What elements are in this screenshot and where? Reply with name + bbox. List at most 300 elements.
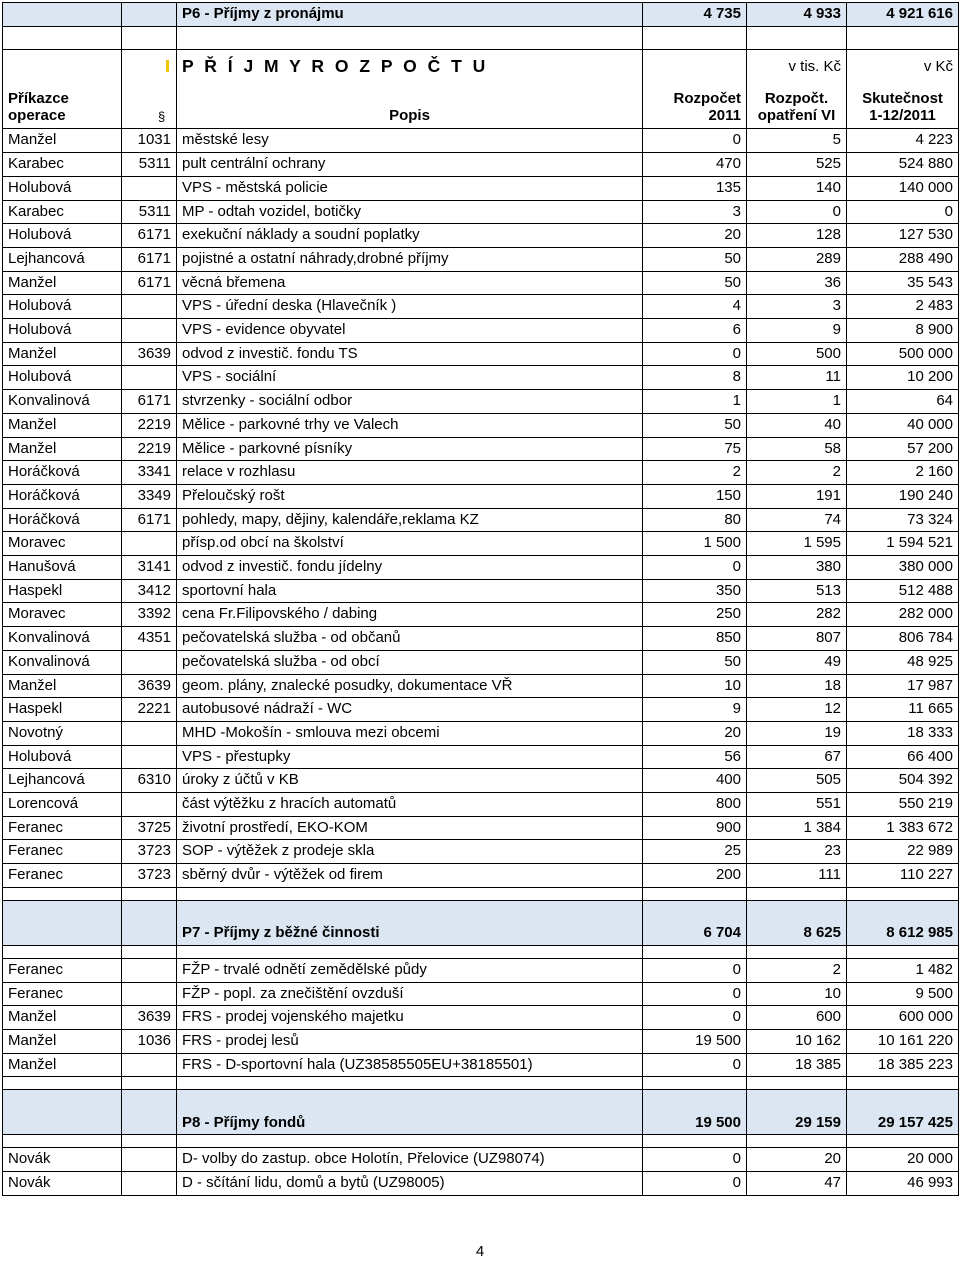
- row-popis: SOP - výtěžek z prodeje skla: [177, 840, 643, 864]
- table-row: [3, 437, 959, 461]
- budget-table: [2, 2, 959, 1196]
- row-rozpocet: 80: [643, 508, 747, 532]
- row-paragraf: 3392: [122, 603, 177, 627]
- row-popis: D - sčítání lidu, domů a bytů (UZ98005): [177, 1172, 643, 1196]
- row-rozpocet: 400: [643, 769, 747, 793]
- row-popis: městské lesy: [177, 129, 643, 153]
- table-row: [3, 200, 959, 224]
- row-opatreni: 600: [747, 1006, 847, 1030]
- row-skutecnost: 1 383 672: [847, 816, 959, 840]
- row-prikazce: Manžel: [3, 342, 122, 366]
- row-opatreni: 23: [747, 840, 847, 864]
- row-rozpocet: 0: [643, 1053, 747, 1077]
- yellow-marker: [166, 60, 169, 72]
- row-paragraf: 4351: [122, 627, 177, 651]
- row-skutecnost: 10 200: [847, 366, 959, 390]
- spacer-row: [3, 26, 959, 50]
- table-row: [3, 224, 959, 248]
- row-popis: věcná břemena: [177, 271, 643, 295]
- row-rozpocet: 3: [643, 200, 747, 224]
- row-paragraf: 2219: [122, 437, 177, 461]
- row-rozpocet: 0: [643, 129, 747, 153]
- row-rozpocet: 850: [643, 627, 747, 651]
- row-paragraf: 3412: [122, 579, 177, 603]
- header-rozpocet-2: 2011: [708, 107, 741, 125]
- table-row: [3, 603, 959, 627]
- row-opatreni: 0: [747, 200, 847, 224]
- row-rozpocet: 0: [643, 1172, 747, 1196]
- row-rozpocet: 56: [643, 745, 747, 769]
- row-paragraf: [122, 958, 177, 982]
- row-prikazce: Holubová: [3, 224, 122, 248]
- row-skutecnost: 11 665: [847, 698, 959, 722]
- row-prikazce: Feranec: [3, 958, 122, 982]
- row-paragraf: 5311: [122, 200, 177, 224]
- section-skutecnost: 29 157 425: [847, 1090, 959, 1135]
- page-number: 4: [475, 1243, 485, 1260]
- row-popis: exekuční náklady a soudní poplatky: [177, 224, 643, 248]
- budget-table-body: [3, 3, 959, 1196]
- section-skutecnost: 4 921 616: [847, 3, 959, 27]
- row-popis: životní prostředí, EKO-KOM: [177, 816, 643, 840]
- row-skutecnost: 127 530: [847, 224, 959, 248]
- row-rozpocet: 150: [643, 484, 747, 508]
- row-prikazce: Manžel: [3, 1006, 122, 1030]
- row-rozpocet: 50: [643, 650, 747, 674]
- row-skutecnost: 504 392: [847, 769, 959, 793]
- row-popis: pohledy, mapy, dějiny, kalendáře,reklama KZ: [177, 508, 643, 532]
- section-label: P8 - Příjmy fondů: [177, 1090, 643, 1135]
- row-paragraf: 2219: [122, 413, 177, 437]
- row-opatreni: 380: [747, 556, 847, 580]
- row-popis: MP - odtah vozidel, botičky: [177, 200, 643, 224]
- row-opatreni: 47: [747, 1172, 847, 1196]
- row-popis: VPS - přestupky: [177, 745, 643, 769]
- spacer-row: [3, 945, 959, 958]
- row-prikazce: Lejhancová: [3, 247, 122, 271]
- row-skutecnost: 22 989: [847, 840, 959, 864]
- spacer-row: [3, 1077, 959, 1090]
- table-row: [3, 1030, 959, 1054]
- row-opatreni: 2: [747, 461, 847, 485]
- row-opatreni: 525: [747, 153, 847, 177]
- row-popis: VPS - sociální: [177, 366, 643, 390]
- row-paragraf: [122, 793, 177, 817]
- table-row: [3, 793, 959, 817]
- row-rozpocet: 250: [643, 603, 747, 627]
- row-paragraf: 6171: [122, 271, 177, 295]
- unit-kc: v Kč: [923, 58, 953, 76]
- row-prikazce: Manžel: [3, 413, 122, 437]
- row-paragraf: 3141: [122, 556, 177, 580]
- section-row-p8: [3, 1090, 959, 1135]
- row-skutecnost: 18 333: [847, 721, 959, 745]
- row-rozpocet: 10: [643, 674, 747, 698]
- row-prikazce: Manžel: [3, 674, 122, 698]
- row-prikazce: Holubová: [3, 319, 122, 343]
- row-skutecnost: 1 482: [847, 958, 959, 982]
- row-popis: odvod z investič. fondu TS: [177, 342, 643, 366]
- row-skutecnost: 2 483: [847, 295, 959, 319]
- row-rozpocet: 470: [643, 153, 747, 177]
- row-skutecnost: 20 000: [847, 1148, 959, 1172]
- section-rozpocet: 19 500: [643, 1090, 747, 1135]
- marker-glyph: §: [158, 109, 166, 125]
- table-row: [3, 366, 959, 390]
- section-label: P6 - Příjmy z pronájmu: [177, 3, 643, 27]
- row-skutecnost: 73 324: [847, 508, 959, 532]
- section-row-p7: [3, 900, 959, 945]
- row-paragraf: [122, 650, 177, 674]
- row-skutecnost: 190 240: [847, 484, 959, 508]
- row-skutecnost: 64: [847, 390, 959, 414]
- row-opatreni: 74: [747, 508, 847, 532]
- header-skutecnost-2: 1-12/2011: [869, 107, 936, 125]
- table-row: [3, 864, 959, 888]
- row-opatreni: 1 595: [747, 532, 847, 556]
- row-popis: FŽP - trvalé odnětí zemědělské půdy: [177, 958, 643, 982]
- row-opatreni: 3: [747, 295, 847, 319]
- table-row: [3, 556, 959, 580]
- row-skutecnost: 380 000: [847, 556, 959, 580]
- header-popis: Popis: [389, 107, 430, 125]
- row-prikazce: Karabec: [3, 153, 122, 177]
- row-skutecnost: 66 400: [847, 745, 959, 769]
- row-opatreni: 513: [747, 579, 847, 603]
- section-opatreni: 29 159: [747, 1090, 847, 1135]
- row-paragraf: 3639: [122, 674, 177, 698]
- row-skutecnost: 35 543: [847, 271, 959, 295]
- row-rozpocet: 50: [643, 247, 747, 271]
- row-opatreni: 128: [747, 224, 847, 248]
- row-rozpocet: 350: [643, 579, 747, 603]
- table-row: [3, 532, 959, 556]
- header-marker-cell: [122, 50, 177, 129]
- table-row: [3, 319, 959, 343]
- row-rozpocet: 200: [643, 864, 747, 888]
- row-paragraf: 1031: [122, 129, 177, 153]
- row-opatreni: 10 162: [747, 1030, 847, 1054]
- row-paragraf: [122, 1053, 177, 1077]
- row-prikazce: Manžel: [3, 1030, 122, 1054]
- row-rozpocet: 0: [643, 982, 747, 1006]
- row-popis: Přeloučský rošt: [177, 484, 643, 508]
- table-row: [3, 247, 959, 271]
- row-popis: cena Fr.Filipovského / dabing: [177, 603, 643, 627]
- row-paragraf: [122, 295, 177, 319]
- header-rozpocet-1: Rozpočet: [673, 90, 741, 108]
- row-rozpocet: 6: [643, 319, 747, 343]
- table-row: [3, 1006, 959, 1030]
- table-row: [3, 579, 959, 603]
- row-popis: přísp.od obcí na školství: [177, 532, 643, 556]
- row-skutecnost: 1 594 521: [847, 532, 959, 556]
- row-prikazce: Konvalinová: [3, 650, 122, 674]
- row-opatreni: 9: [747, 319, 847, 343]
- row-paragraf: 6171: [122, 390, 177, 414]
- row-opatreni: 10: [747, 982, 847, 1006]
- section-label: P7 - Příjmy z běžné činnosti: [177, 900, 643, 945]
- row-opatreni: 40: [747, 413, 847, 437]
- row-paragraf: 2221: [122, 698, 177, 722]
- row-opatreni: 1: [747, 390, 847, 414]
- row-skutecnost: 17 987: [847, 674, 959, 698]
- table-row: [3, 129, 959, 153]
- table-row: [3, 816, 959, 840]
- row-popis: sběrný dvůr - výtěžek od firem: [177, 864, 643, 888]
- row-paragraf: [122, 319, 177, 343]
- row-prikazce: Novák: [3, 1172, 122, 1196]
- row-opatreni: 551: [747, 793, 847, 817]
- row-prikazce: Horáčková: [3, 461, 122, 485]
- row-popis: VPS - evidence obyvatel: [177, 319, 643, 343]
- page-title: P Ř Í J M Y R O Z P O Č T U: [182, 56, 489, 77]
- row-skutecnost: 10 161 220: [847, 1030, 959, 1054]
- row-prikazce: Haspekl: [3, 698, 122, 722]
- row-paragraf: 3349: [122, 484, 177, 508]
- row-opatreni: 191: [747, 484, 847, 508]
- row-rozpocet: 2: [643, 461, 747, 485]
- row-skutecnost: 8 900: [847, 319, 959, 343]
- section-rozpocet: 4 735: [643, 3, 747, 27]
- section-opatreni: 8 625: [747, 900, 847, 945]
- row-skutecnost: 9 500: [847, 982, 959, 1006]
- table-row: [3, 1148, 959, 1172]
- row-popis: pult centrální ochrany: [177, 153, 643, 177]
- row-skutecnost: 46 993: [847, 1172, 959, 1196]
- row-paragraf: 1036: [122, 1030, 177, 1054]
- row-prikazce: Manžel: [3, 271, 122, 295]
- row-opatreni: 12: [747, 698, 847, 722]
- section-opatreni: 4 933: [747, 3, 847, 27]
- row-prikazce: Horáčková: [3, 484, 122, 508]
- row-prikazce: Horáčková: [3, 508, 122, 532]
- row-popis: sportovní hala: [177, 579, 643, 603]
- row-skutecnost: 0: [847, 200, 959, 224]
- table-row: [3, 840, 959, 864]
- spacer-row: [3, 887, 959, 900]
- row-skutecnost: 288 490: [847, 247, 959, 271]
- table-row: [3, 413, 959, 437]
- row-paragraf: 3725: [122, 816, 177, 840]
- row-prikazce: Konvalinová: [3, 390, 122, 414]
- row-prikazce: Hanušová: [3, 556, 122, 580]
- row-paragraf: 6171: [122, 224, 177, 248]
- row-opatreni: 67: [747, 745, 847, 769]
- header-skutecnost-1: Skutečnost: [862, 90, 943, 108]
- row-skutecnost: 2 160: [847, 461, 959, 485]
- row-popis: D- volby do zastup. obce Holotín, Přelovice (UZ98074): [177, 1148, 643, 1172]
- table-row: [3, 390, 959, 414]
- table-row: [3, 1053, 959, 1077]
- row-opatreni: 500: [747, 342, 847, 366]
- row-paragraf: 3723: [122, 840, 177, 864]
- row-rozpocet: 0: [643, 342, 747, 366]
- row-prikazce: Manžel: [3, 437, 122, 461]
- row-paragraf: [122, 176, 177, 200]
- table-row: [3, 721, 959, 745]
- row-opatreni: 36: [747, 271, 847, 295]
- row-rozpocet: 9: [643, 698, 747, 722]
- row-prikazce: Haspekl: [3, 579, 122, 603]
- row-skutecnost: 600 000: [847, 1006, 959, 1030]
- row-skutecnost: 806 784: [847, 627, 959, 651]
- row-popis: Mělice - parkovné trhy ve Valech: [177, 413, 643, 437]
- header-opatreni-2: opatření VI: [757, 107, 836, 125]
- row-skutecnost: 40 000: [847, 413, 959, 437]
- row-popis: pečovatelská služba - od obcí: [177, 650, 643, 674]
- table-row: [3, 769, 959, 793]
- row-prikazce: Feranec: [3, 864, 122, 888]
- row-rozpocet: 1 500: [643, 532, 747, 556]
- row-rozpocet: 8: [643, 366, 747, 390]
- row-opatreni: 18 385: [747, 1053, 847, 1077]
- row-rozpocet: 20: [643, 224, 747, 248]
- row-rozpocet: 1: [643, 390, 747, 414]
- header-prikazce-2: operace: [8, 107, 66, 125]
- row-rozpocet: 4: [643, 295, 747, 319]
- row-prikazce: Holubová: [3, 176, 122, 200]
- row-rozpocet: 900: [643, 816, 747, 840]
- row-popis: odvod z investič. fondu jídelny: [177, 556, 643, 580]
- row-popis: MHD -Mokošín - smlouva mezi obcemi: [177, 721, 643, 745]
- row-paragraf: [122, 1148, 177, 1172]
- row-opatreni: 5: [747, 129, 847, 153]
- row-paragraf: 6310: [122, 769, 177, 793]
- row-popis: FŽP - popl. za znečištění ovzduší: [177, 982, 643, 1006]
- table-row: [3, 484, 959, 508]
- section-rozpocet: 6 704: [643, 900, 747, 945]
- row-popis: FRS - prodej lesů: [177, 1030, 643, 1054]
- row-paragraf: [122, 366, 177, 390]
- row-opatreni: 807: [747, 627, 847, 651]
- table-row: [3, 745, 959, 769]
- row-paragraf: [122, 532, 177, 556]
- row-rozpocet: 0: [643, 1148, 747, 1172]
- row-popis: FRS - prodej vojenského majetku: [177, 1006, 643, 1030]
- row-rozpocet: 800: [643, 793, 747, 817]
- row-skutecnost: 512 488: [847, 579, 959, 603]
- row-skutecnost: 140 000: [847, 176, 959, 200]
- row-popis: FRS - D-sportovní hala (UZ38585505EU+38185501): [177, 1053, 643, 1077]
- row-prikazce: Konvalinová: [3, 627, 122, 651]
- table-row: [3, 508, 959, 532]
- table-row: [3, 176, 959, 200]
- row-prikazce: Moravec: [3, 532, 122, 556]
- row-opatreni: 20: [747, 1148, 847, 1172]
- row-paragraf: 6171: [122, 247, 177, 271]
- row-prikazce: Manžel: [3, 1053, 122, 1077]
- table-row: [3, 342, 959, 366]
- row-opatreni: 11: [747, 366, 847, 390]
- row-paragraf: [122, 1172, 177, 1196]
- row-opatreni: 140: [747, 176, 847, 200]
- row-rozpocet: 135: [643, 176, 747, 200]
- table-row: [3, 461, 959, 485]
- row-skutecnost: 110 227: [847, 864, 959, 888]
- row-rozpocet: 50: [643, 271, 747, 295]
- row-opatreni: 505: [747, 769, 847, 793]
- row-rozpocet: 0: [643, 958, 747, 982]
- table-row: [3, 153, 959, 177]
- row-paragraf: [122, 745, 177, 769]
- row-paragraf: 3639: [122, 1006, 177, 1030]
- row-skutecnost: 282 000: [847, 603, 959, 627]
- row-popis: VPS - městská policie: [177, 176, 643, 200]
- row-opatreni: 111: [747, 864, 847, 888]
- spacer-row: [3, 1135, 959, 1148]
- row-rozpocet: 20: [643, 721, 747, 745]
- table-row: [3, 1172, 959, 1196]
- row-prikazce: Lejhancová: [3, 769, 122, 793]
- row-opatreni: 289: [747, 247, 847, 271]
- row-rozpocet: 19 500: [643, 1030, 747, 1054]
- row-paragraf: 3639: [122, 342, 177, 366]
- header-row: [3, 50, 959, 129]
- row-popis: pojistné a ostatní náhrady,drobné příjmy: [177, 247, 643, 271]
- row-paragraf: 3341: [122, 461, 177, 485]
- row-skutecnost: 18 385 223: [847, 1053, 959, 1077]
- table-row: [3, 982, 959, 1006]
- row-paragraf: 5311: [122, 153, 177, 177]
- unit-tis: v tis. Kč: [788, 58, 841, 76]
- row-skutecnost: 500 000: [847, 342, 959, 366]
- row-prikazce: Karabec: [3, 200, 122, 224]
- row-prikazce: Novotný: [3, 721, 122, 745]
- row-paragraf: [122, 721, 177, 745]
- row-prikazce: Holubová: [3, 295, 122, 319]
- table-row: [3, 958, 959, 982]
- row-rozpocet: 0: [643, 1006, 747, 1030]
- row-rozpocet: 25: [643, 840, 747, 864]
- section-row-p6: [3, 3, 959, 27]
- header-opatreni-1: Rozpočt.: [764, 90, 829, 108]
- row-prikazce: Feranec: [3, 982, 122, 1006]
- row-opatreni: 19: [747, 721, 847, 745]
- table-row: [3, 295, 959, 319]
- row-prikazce: Manžel: [3, 129, 122, 153]
- row-prikazce: Holubová: [3, 366, 122, 390]
- row-opatreni: 1 384: [747, 816, 847, 840]
- row-popis: geom. plány, znalecké posudky, dokumentace VŘ: [177, 674, 643, 698]
- row-skutecnost: 48 925: [847, 650, 959, 674]
- row-skutecnost: 57 200: [847, 437, 959, 461]
- row-paragraf: 3723: [122, 864, 177, 888]
- row-prikazce: Feranec: [3, 840, 122, 864]
- row-popis: relace v rozhlasu: [177, 461, 643, 485]
- table-row: [3, 698, 959, 722]
- row-skutecnost: 4 223: [847, 129, 959, 153]
- row-skutecnost: 524 880: [847, 153, 959, 177]
- row-opatreni: 49: [747, 650, 847, 674]
- table-row: [3, 674, 959, 698]
- row-opatreni: 282: [747, 603, 847, 627]
- row-popis: Mělice - parkovné písníky: [177, 437, 643, 461]
- row-popis: stvrzenky - sociální odbor: [177, 390, 643, 414]
- row-paragraf: 6171: [122, 508, 177, 532]
- row-prikazce: Feranec: [3, 816, 122, 840]
- row-rozpocet: 0: [643, 556, 747, 580]
- row-popis: část výtěžku z hracích automatů: [177, 793, 643, 817]
- table-row: [3, 627, 959, 651]
- row-popis: úroky z účtů v KB: [177, 769, 643, 793]
- row-rozpocet: 75: [643, 437, 747, 461]
- section-skutecnost: 8 612 985: [847, 900, 959, 945]
- row-paragraf: [122, 982, 177, 1006]
- header-prikazce-1: Příkazce: [8, 90, 69, 108]
- row-prikazce: Lorencová: [3, 793, 122, 817]
- table-row: [3, 271, 959, 295]
